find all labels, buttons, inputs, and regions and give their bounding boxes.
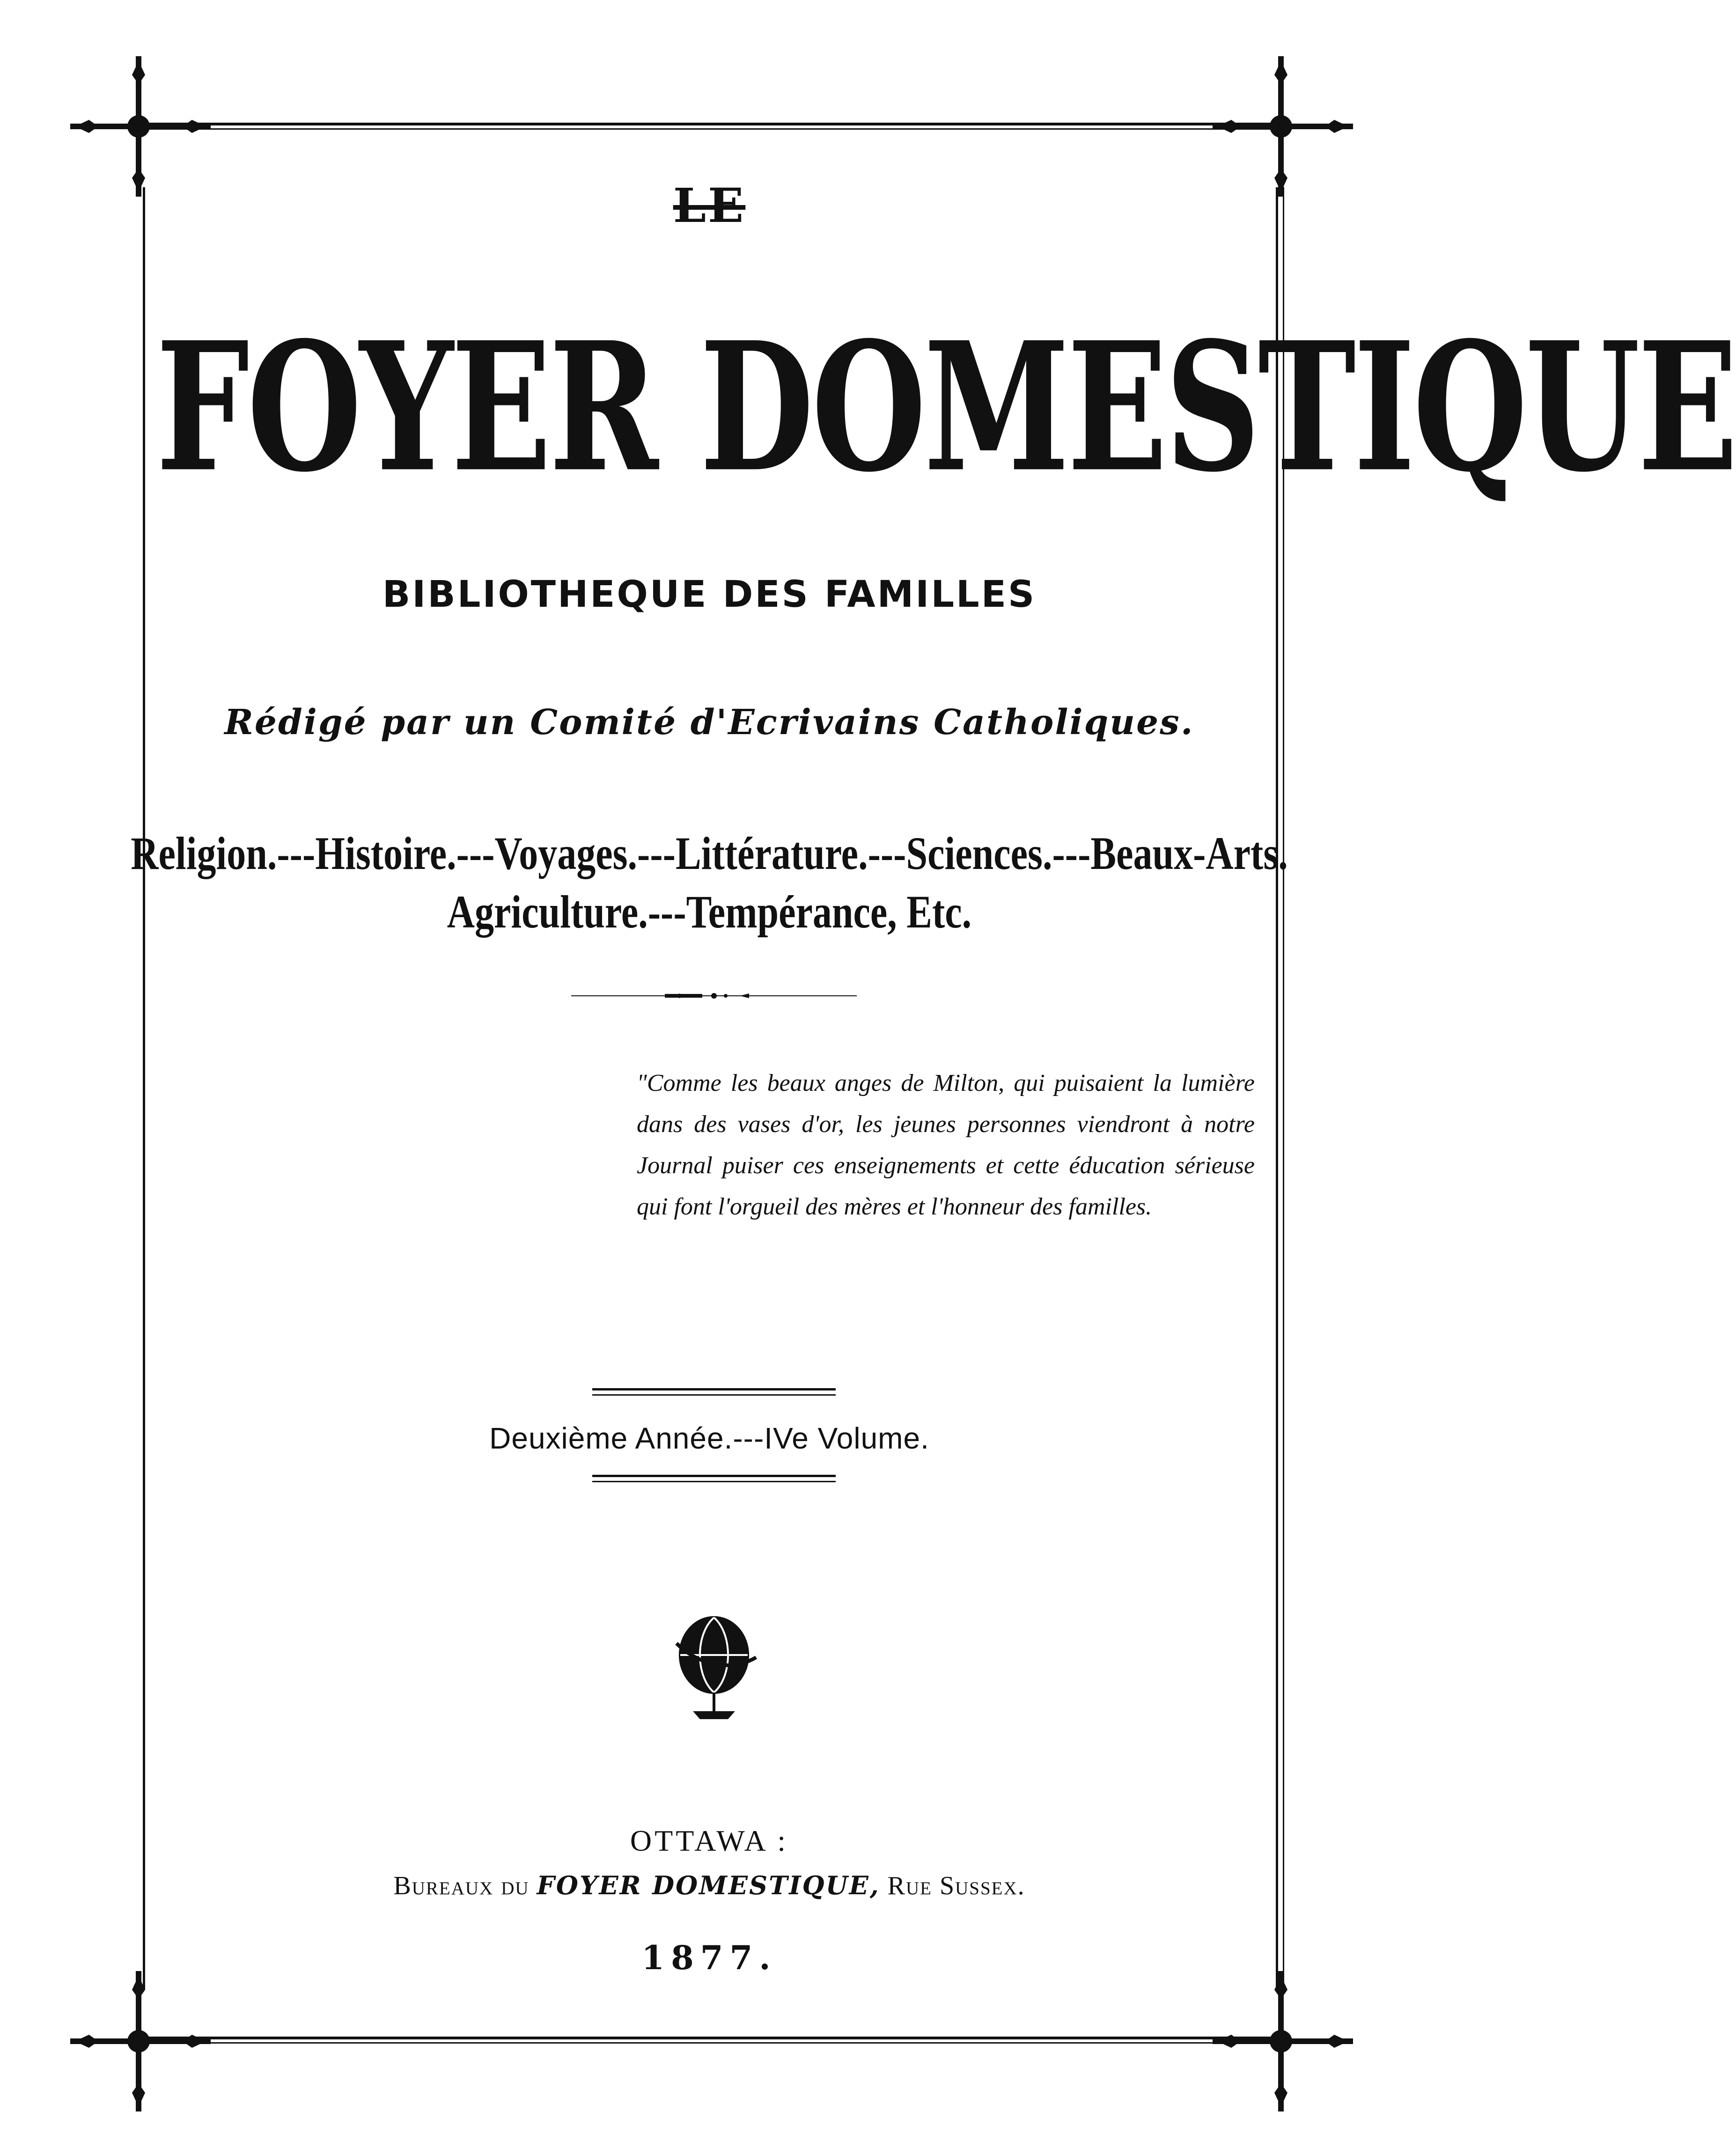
fleuron-cross-icon [70, 1971, 211, 2111]
edited-by-line: Rédigé par un Comité d'Ecrivains Catholiques. [224, 702, 1194, 743]
ornamental-rule [571, 993, 857, 999]
fleuron-cross-icon [1213, 56, 1353, 197]
globe-icon [667, 1611, 761, 1723]
volume-info: Deuxième Année.---IVe Volume. [489, 1421, 929, 1455]
double-rule-top [592, 1388, 836, 1396]
fleuron-cross-icon [1213, 1971, 1353, 2111]
address-prefix: Bureaux du [393, 1871, 530, 1900]
fleuron-cross-icon [70, 56, 211, 197]
publication-subtitle: BIBLIOTHEQUE DES FAMILLES [382, 574, 1037, 616]
epigraph-quote: "Comme les beaux anges de Milton, qui puisaient la lumière dans des vases d'or, les jeunes personnes viendront à notre Journal puiser ces enseignements et cette éducation sérieuse qui font l'orgueil des mères et l'honneur des familles. [637, 1070, 1255, 1220]
frame-top-rule [140, 123, 1287, 130]
frame-left-rule [143, 187, 145, 1990]
publication-title: FOYER DOMESTIQUE [156, 303, 1736, 511]
imprint-city: OTTAWA : [630, 1824, 789, 1857]
topics-line-1: Religion.---Histoire.---Voyages.---Littérature.---Sciences.---Beaux-Arts. [131, 827, 1288, 879]
double-rule-bottom [592, 1475, 836, 1482]
frame-bottom-rule [140, 2037, 1287, 2044]
address-street: Rue Sussex. [887, 1871, 1025, 1900]
imprint-address [0, 1870, 1419, 1901]
topics-line-2: Agriculture.---Tempérance, Etc. [447, 886, 972, 938]
title-article: LE [673, 178, 746, 233]
address-publication-name: FOYER DOMESTIQUE, [537, 1870, 880, 1900]
imprint-year: 1877. [641, 1938, 777, 1977]
